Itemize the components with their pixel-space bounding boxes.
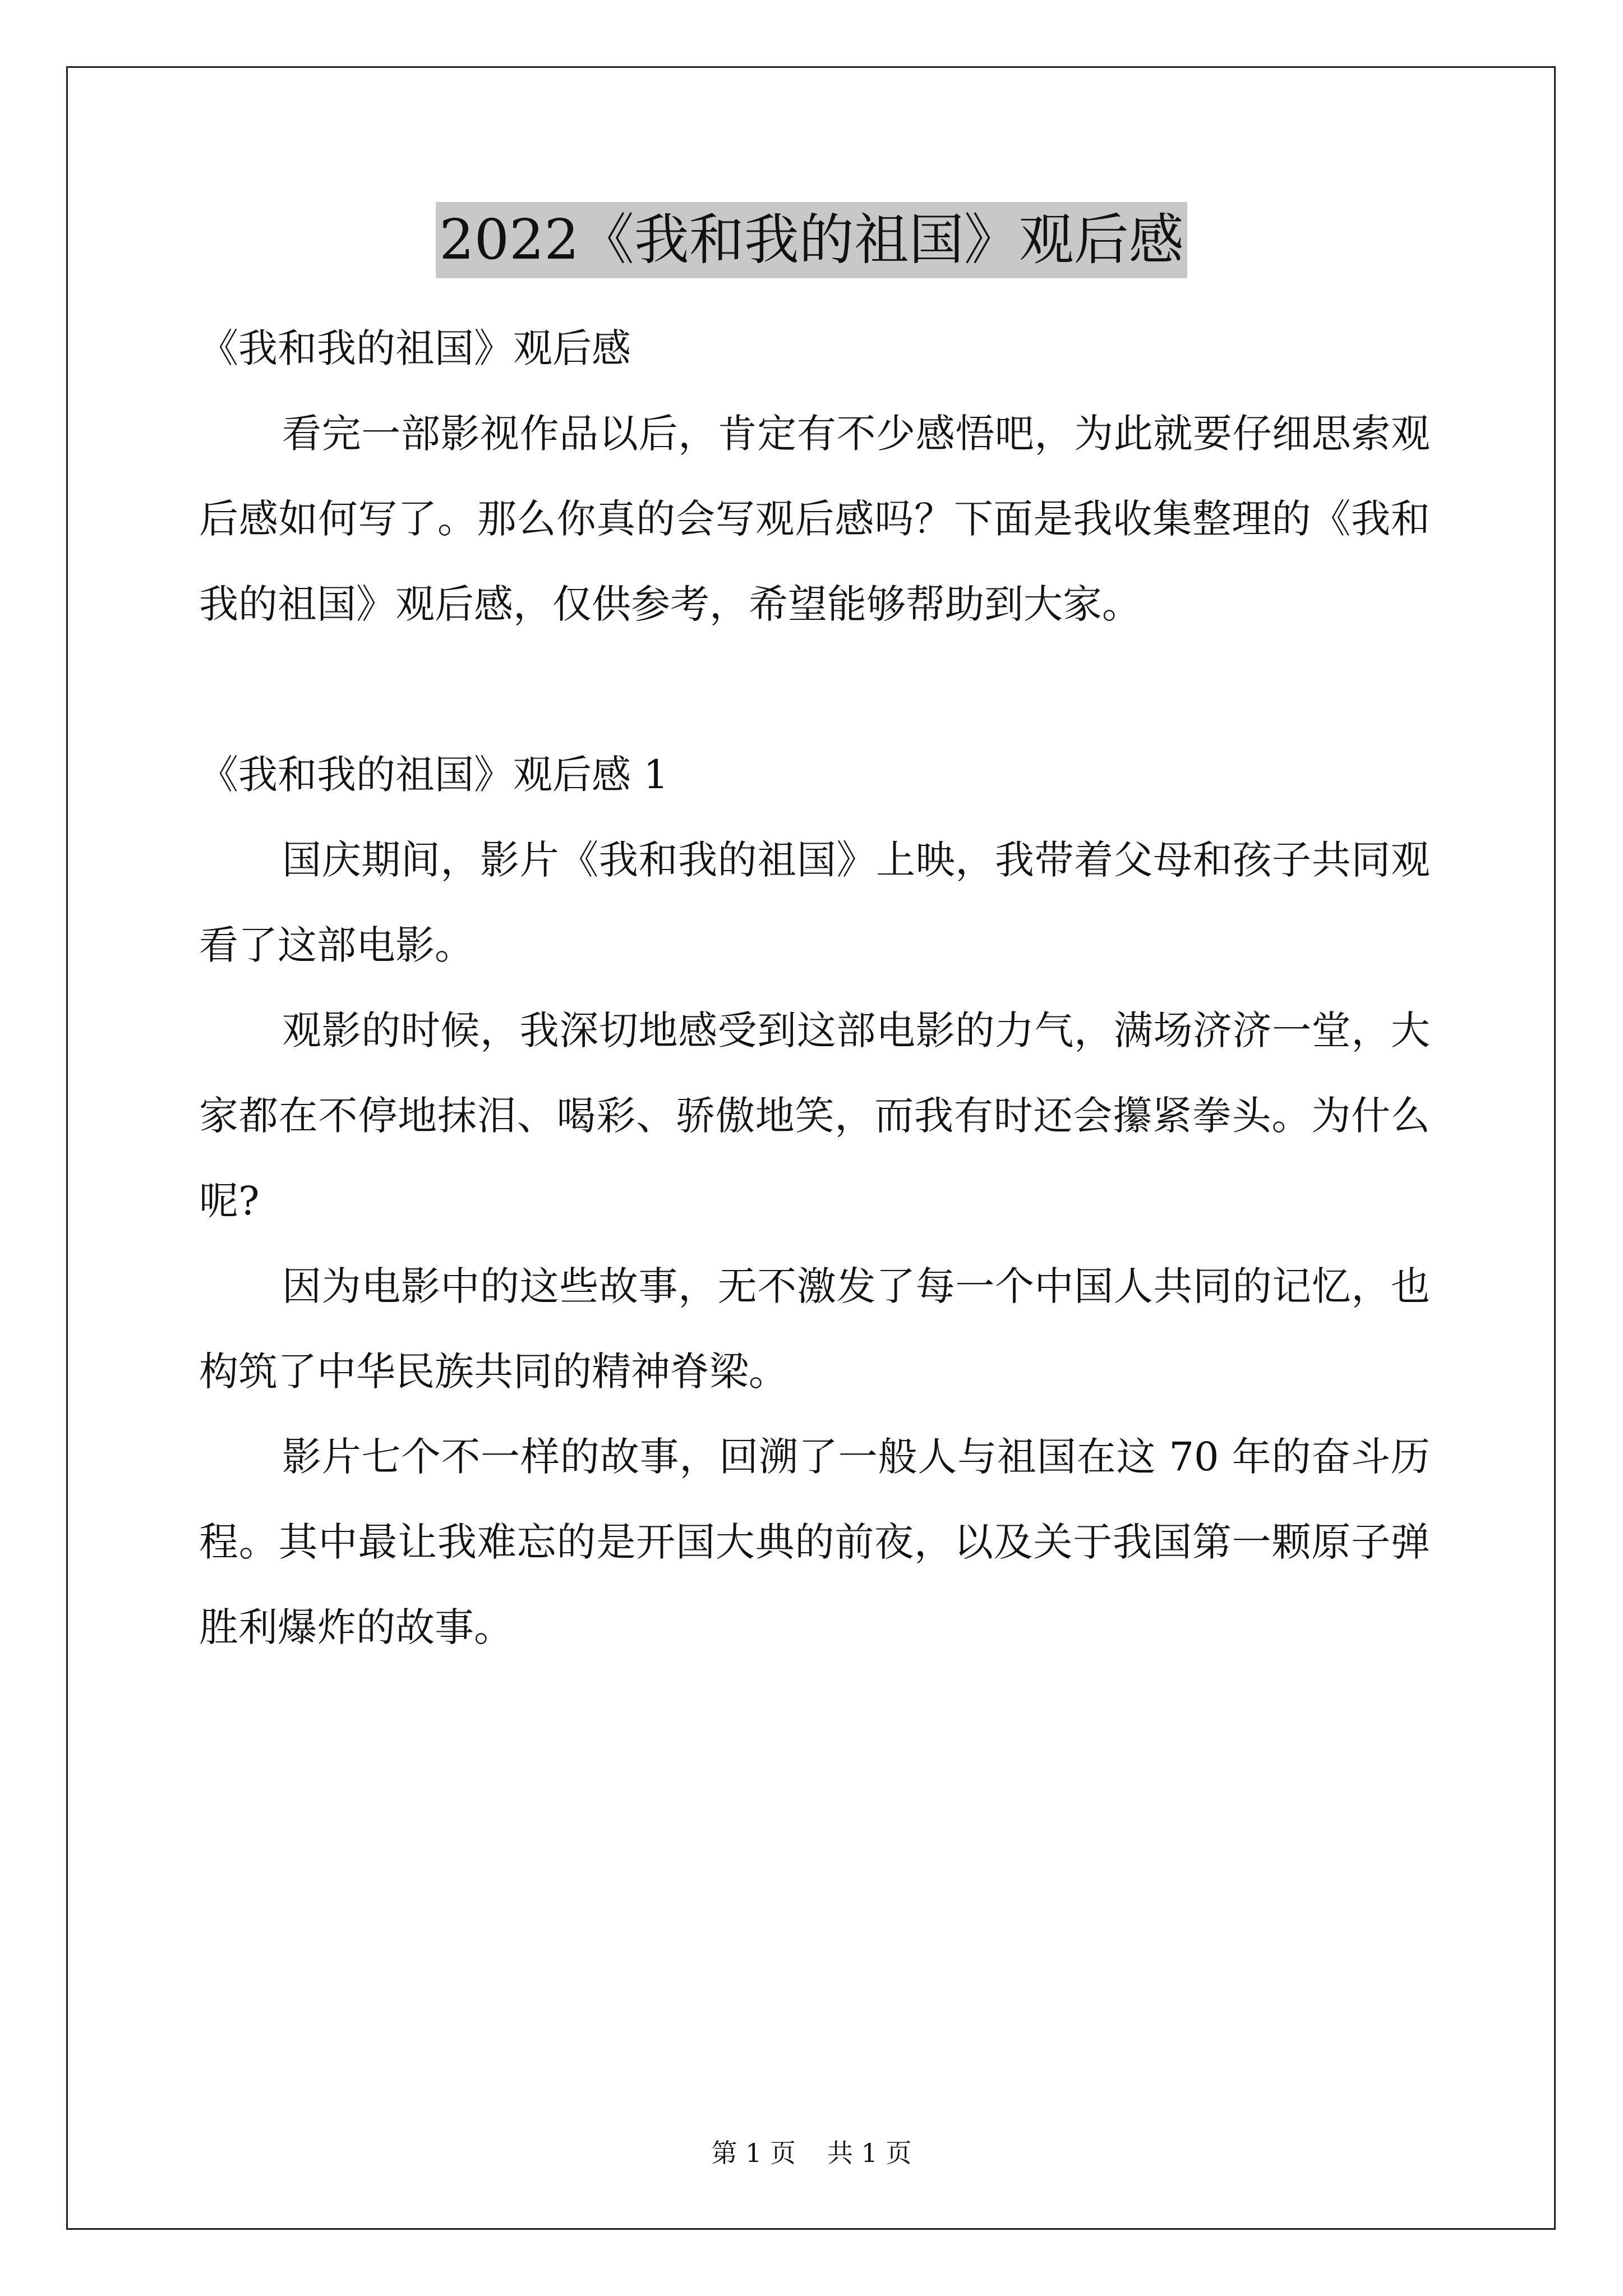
section-gap [199,647,1430,732]
paragraph: 国庆期间，影片《我和我的祖国》上映，我带着父母和孩子共同观看了这部电影。 [199,837,1430,968]
intro-paragraph: 看完一部影视作品以后，肯定有不少感悟吧，为此就要仔细思索观后感如何写了。那么你真的会写观后感吗？下面是我收集整理的《我和我的祖国》观后感，仅供参考，希望能够帮助到大家。 [199,411,1430,627]
document-body [199,306,1430,1670]
document-title: 2022《我和我的祖国》观后感 [436,202,1187,278]
paragraph: 因为电影中的这些故事，无不激发了每一个中国人共同的记忆，也构筑了中华民族共同的精神脊梁。 [199,1263,1430,1395]
paragraph: 影片七个不一样的故事，回溯了一般人与祖国在这 70 年的奋斗历程。其中最让我难忘的是开国大典的前夜，以及关于我国第一颗原子弹胜利爆炸的故事。 [199,1434,1430,1650]
paragraph: 观影的时候，我深切地感受到这部电影的力气，满场济济一堂，大家都在不停地抹泪、喝彩、骄傲地笑，而我有时还会攥紧拳头。为什么呢? [199,1007,1430,1224]
title-container [0,202,1623,278]
intro-heading: 《我和我的祖国》观后感 [199,325,631,371]
page-footer [0,2136,1623,2170]
page-total: 共 1 页 [827,2138,912,2168]
page-number: 第 1 页 [711,2138,796,2168]
section1-heading: 《我和我的祖国》观后感 1 [199,752,668,798]
